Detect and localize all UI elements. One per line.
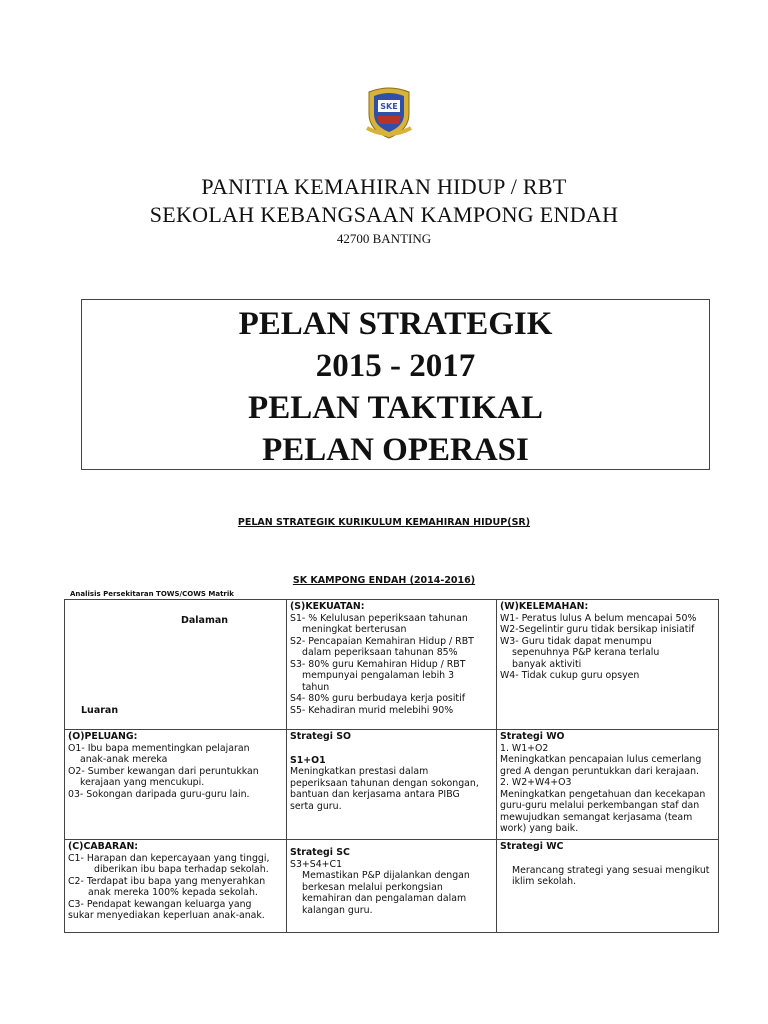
strategy-text-line: Meningkatkan pencapaian lulus cemerlang xyxy=(500,754,702,765)
strategy-text-line: gred A dengan peruntukkan dari kerajaan. xyxy=(500,765,700,777)
strategy-text-line: work) yang baik. xyxy=(500,823,579,834)
title-line: PELAN OPERASI xyxy=(262,432,529,468)
strategy-wc-heading: Strategi WC xyxy=(500,841,564,852)
opportunities-cell xyxy=(65,730,287,840)
school-crest-logo xyxy=(365,84,413,140)
list-item: anak mereka 100% kepada sekolah. xyxy=(88,887,258,898)
strategy-text-line: kalangan guru. xyxy=(302,904,373,916)
threats-cell xyxy=(65,840,287,933)
title-line: PELAN TAKTIKAL xyxy=(248,390,543,426)
list-item: S3- 80% guru Kemahiran Hidup / RBT xyxy=(290,658,466,670)
title-line: 2015 - 2017 xyxy=(315,348,476,384)
strategy-wo-cell xyxy=(497,730,719,840)
strategy-text-line: 2. W2+W4+O3 xyxy=(500,777,572,788)
list-item: W1- Peratus lulus A belum mencapai 50% xyxy=(500,612,697,624)
strategy-so-cell xyxy=(287,730,497,840)
list-item: sepenuhnya P&P kerana terlalu xyxy=(512,647,660,658)
title-box xyxy=(81,299,710,470)
strategy-text-line: bantuan dan kerjasama antara PIBG xyxy=(290,789,460,800)
strategy-text-line: serta guru. xyxy=(290,800,342,812)
matrix-caption: Analisis Persekitaran TOWS/COWS Matrik xyxy=(70,590,234,598)
title-line: PELAN STRATEGIK xyxy=(238,306,553,342)
weaknesses-heading: (W)KELEMAHAN: xyxy=(500,601,589,612)
strategy-so-heading: Strategi SO xyxy=(290,731,351,742)
list-item: S5- Kehadiran murid melebihi 90% xyxy=(290,704,454,716)
list-item: diberikan ibu bapa terhadap sekolah. xyxy=(94,864,269,875)
list-item: anak-anak mereka xyxy=(80,754,168,765)
strategy-sc-code: S3+S4+C1 xyxy=(290,858,343,870)
list-item: dalam peperiksaan tahunan 85% xyxy=(302,647,458,658)
list-item: W3- Guru tidak dapat menumpu xyxy=(500,635,652,647)
list-item: tahun xyxy=(302,681,330,693)
list-item: W2-Segelintir guru tidak bersikap inisiatif xyxy=(500,624,695,635)
school-name: SEKOLAH KEBANGSAAN KAMPONG ENDAH xyxy=(149,202,619,227)
strategy-sc-cell xyxy=(287,840,497,933)
strategy-text-line: peperiksaan tahunan dengan sokongan, xyxy=(290,777,479,789)
crest-text: SKE xyxy=(380,102,398,111)
strategy-wc-cell xyxy=(497,840,719,933)
strategy-text-line: kemahiran dan pengalaman dalam xyxy=(302,893,467,904)
strategy-text-line: berkesan melalui perkongsian xyxy=(302,881,443,893)
strengths-heading: (S)KEKUATAN: xyxy=(290,601,365,612)
school-address: 42700 BANTING xyxy=(336,231,432,246)
strategy-text-line: guru-guru melalui perkembangan staf dan xyxy=(500,800,700,811)
list-item: kerajaan yang mencukupi. xyxy=(80,777,205,788)
list-item: banyak aktiviti xyxy=(512,658,582,670)
strategy-text-line: Memastikan P&P dijalankan dengan xyxy=(302,870,470,881)
strategy-wo-heading: Strategi WO xyxy=(500,731,565,742)
matrix-row-threats xyxy=(65,840,719,933)
list-item: S4- 80% guru berbudaya kerja positif xyxy=(290,693,466,704)
plan-subtitle: PELAN STRATEGIK KURIKULUM KEMAHIRAN HIDUP(SR) xyxy=(237,517,531,528)
matrix-row-header xyxy=(65,600,719,730)
list-item: S1- % Kelulusan peperiksaan tahunan xyxy=(290,612,468,624)
opportunities-heading: (O)PELUANG: xyxy=(68,731,138,742)
list-item: C2- Terdapat ibu bapa yang menyerahkan xyxy=(68,875,266,887)
strategy-sc-heading: Strategi SC xyxy=(290,847,350,858)
strengths-cell xyxy=(287,600,497,730)
matrix-row-opportunities xyxy=(65,730,719,840)
strategy-text-line: Meningkatkan prestasi dalam xyxy=(290,766,429,777)
list-item: 03- Sokongan daripada guru-guru lain. xyxy=(68,788,250,800)
corner-cell xyxy=(65,600,287,730)
list-item: mempunyai pengalaman lebih 3 xyxy=(302,670,455,681)
strategy-text-line: Meningkatkan pengetahuan dan kecekapan xyxy=(500,788,706,800)
list-item: C3- Pendapat kewangan keluarga yang xyxy=(68,898,252,910)
school-period-heading: SK KAMPONG ENDAH (2014-2016) xyxy=(292,575,476,586)
strategy-so-code: S1+O1 xyxy=(290,754,326,766)
corner-internal-label: Dalaman xyxy=(181,615,229,626)
corner-external-label: Luaran xyxy=(81,705,119,716)
strategy-text-line: Merancang strategi yang sesuai mengikut xyxy=(512,864,710,876)
list-item: S2- Pencapaian Kemahiran Hidup / RBT xyxy=(290,635,474,647)
list-item: C1- Harapan dan kepercayaan yang tinggi, xyxy=(68,852,270,864)
strategy-text-line: 1. W1+O2 xyxy=(500,742,549,754)
weaknesses-cell xyxy=(497,600,719,730)
list-item: sukar menyediakan keperluan anak-anak. xyxy=(68,910,265,921)
strategy-text-line: mewujudkan semangat kerjasama (team xyxy=(500,811,693,823)
strategy-text-line: iklim sekolah. xyxy=(512,876,577,887)
threats-heading: (C)CABARAN: xyxy=(68,841,139,852)
committee-name: PANITIA KEMAHIRAN HIDUP / RBT xyxy=(201,174,567,199)
list-item: O2- Sumber kewangan dari peruntukkan xyxy=(68,765,259,777)
list-item: W4- Tidak cukup guru opsyen xyxy=(500,670,640,681)
list-item: O1- Ibu bapa mementingkan pelajaran xyxy=(68,742,250,754)
list-item: meningkat berterusan xyxy=(302,624,407,635)
tows-matrix-table xyxy=(64,599,719,933)
